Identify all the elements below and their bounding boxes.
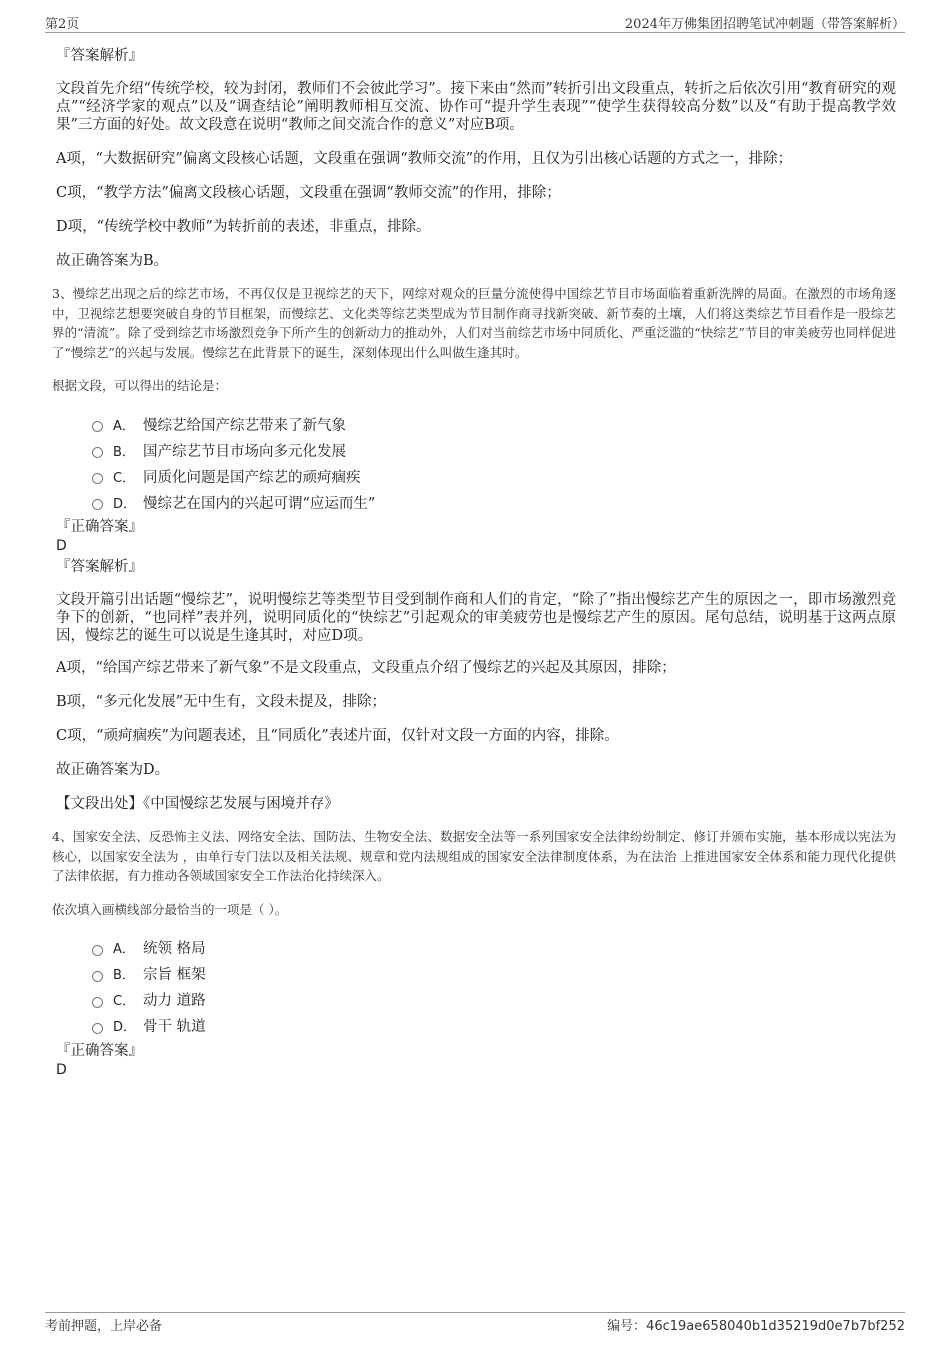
- question-text: 4、国家安全法、反恐怖主义法、网络安全法、国防法、生物安全法、数据安全法等一系列国家安全法律纷纷制定、修订并颁布实施，基本形成以宪法为核心，以国家安全法为 ，由单行专门法以及相关法规、规章和党内法规组成的国家安全法律制度体系，为在法治 上推进国家安全体系和能力现代化提供了法律依据，有力推动各领域国家安全工作法治化持续深入。: [52, 829, 896, 883]
- option-text: 宗旨 框架: [143, 967, 206, 983]
- passage-source: 【文段出处】《中国慢综艺发展与困境并存》: [56, 796, 339, 812]
- code-label: 编号：: [607, 1319, 647, 1334]
- analysis-paragraph: D项，“传统学校中教师”为转折前的表述，非重点，排除。: [56, 219, 431, 235]
- option-letter: B．: [113, 444, 135, 460]
- option-list: [52, 935, 896, 1039]
- option-list: [52, 411, 896, 515]
- option-c[interactable]: [92, 463, 896, 489]
- option-b[interactable]: [92, 437, 896, 463]
- page-footer: [45, 1312, 905, 1333]
- radio-icon[interactable]: [92, 421, 103, 432]
- analysis-conclusion: 故正确答案为B。: [56, 253, 169, 269]
- analysis-paragraph: C项，“教学方法”偏离文段核心话题，文段重在强调“教师交流”的作用，排除；: [56, 185, 561, 201]
- analysis-paragraph: B项，“多元化发展”无中生有，文段未提及，排除；: [56, 694, 386, 710]
- analysis-label: 『答案解析』: [56, 559, 143, 575]
- radio-icon[interactable]: [92, 971, 103, 982]
- radio-icon[interactable]: [92, 1023, 103, 1034]
- option-a[interactable]: [92, 935, 896, 961]
- option-c[interactable]: [92, 987, 896, 1013]
- option-letter: C．: [113, 994, 136, 1009]
- analysis-paragraph: A项，“给国产综艺带来了新气象”不是文段重点，文段重点介绍了慢综艺的兴起及其原因，排除；: [56, 660, 676, 676]
- question-prompt: 根据文段，可以得出的结论是：: [52, 378, 228, 393]
- document-title: 2024年万佛集团招聘笔试冲刺题（带答案解析）: [624, 17, 905, 32]
- option-b[interactable]: [92, 961, 896, 987]
- option-text: 统领 格局: [143, 941, 206, 957]
- analysis-paragraph: A项，“大数据研究”偏离文段核心话题，文段重在强调“教师交流”的作用，且仅为引出核心话题的方式之一，排除；: [56, 151, 793, 167]
- option-letter: A．: [113, 942, 135, 957]
- question-4: [52, 827, 896, 1079]
- option-letter: A．: [113, 418, 135, 434]
- option-text: 国产综艺节目市场向多元化发展: [143, 443, 346, 460]
- option-text: 动力 道路: [143, 993, 206, 1009]
- option-text: 慢综艺给国产综艺带来了新气象: [143, 417, 346, 434]
- option-text: 慢综艺在国内的兴起可谓“应运而生”: [143, 495, 376, 512]
- option-letter: B．: [113, 968, 135, 983]
- option-d[interactable]: [92, 489, 896, 515]
- question-text: 3、慢综艺出现之后的综艺市场，不再仅仅是卫视综艺的天下，网综对观众的巨量分流使得中国综艺节目市场面临着重新洗牌的局面。在激烈的市场角逐中，卫视综艺想要突破自身的节目框架，而慢综艺、文化类等综艺类型成为节目制作商寻找新突破、新节奏的土壤，人们将这类综艺节目看作是一股综艺界的“清流”。除了受到综艺市场激烈竞争下所产生的创新动力的推动外，人们对当前综艺市场中同质化、严重泛滥的“快综艺”节目的审美疲劳也同样促进了“慢综艺”的兴起与发展。慢综艺在此背景下的诞生，深刻体现出什么叫做生逢其时。: [52, 286, 896, 360]
- page-number: 第2页: [45, 17, 80, 32]
- radio-icon[interactable]: [92, 499, 103, 510]
- analysis-label: 『答案解析』: [56, 48, 143, 64]
- option-text: 骨干 轨道: [143, 1019, 206, 1035]
- question-3: [52, 284, 896, 813]
- option-letter: D．: [113, 496, 137, 512]
- previous-question-analysis: [56, 46, 896, 270]
- option-letter: D．: [113, 1020, 137, 1035]
- option-text: 同质化问题是国产综艺的顽疴痼疾: [143, 469, 361, 486]
- radio-icon[interactable]: [92, 447, 103, 458]
- option-a[interactable]: [92, 411, 896, 437]
- document-code: [607, 1315, 905, 1334]
- page-header: [45, 10, 905, 33]
- correct-answer: D: [56, 1061, 67, 1078]
- correct-answer-label: 『正确答案』: [56, 1042, 143, 1059]
- question-prompt: 依次填入画横线部分最恰当的一项是（ ）。: [52, 901, 288, 917]
- analysis-paragraph: C项，“顽疴痼疾”为问题表述，且“同质化”表述片面，仅针对文段一方面的内容，排除。: [56, 728, 619, 744]
- analysis-conclusion: 故正确答案为D。: [56, 762, 170, 778]
- radio-icon[interactable]: [92, 997, 103, 1008]
- analysis-paragraph: 文段开篇引出话题“慢综艺”，说明慢综艺等类型节目受到制作商和人们的肯定，“除了”指出慢综艺产生的原因之一，即市场激烈竞争下的创新，“也同样”表并列，说明同质化的“快综艺”引起观众的审美疲劳也是慢综艺产生的原因。尾句总结，说明基于这两点原因，慢综艺的诞生可以说是生逢其时，对应D项。: [56, 592, 896, 644]
- correct-answer: D: [56, 538, 67, 554]
- option-d[interactable]: [92, 1013, 896, 1039]
- correct-answer-label: 『正确答案』: [56, 519, 143, 535]
- radio-icon[interactable]: [92, 473, 103, 484]
- analysis-paragraph: 文段首先介绍“传统学校，较为封闭，教师们不会彼此学习”。接下来由“然而”转折引出文段重点，转折之后依次引用“教育研究的观点”“经济学家的观点”以及“调查结论”阐明教师相互交流、协作可“提升学生表现”“使学生获得较高分数”以及“有助于提高教学效果”三方面的好处。故文段意在说明“教师之间交流合作的意义”对应B项。: [56, 81, 896, 133]
- option-letter: C．: [113, 470, 136, 486]
- code-value: 46c19ae658040b1d35219d0e7b7bf252: [646, 1319, 905, 1334]
- radio-icon[interactable]: [92, 945, 103, 956]
- footer-slogan: 考前押题，上岸必备: [45, 1319, 163, 1334]
- page-content: [52, 46, 896, 1079]
